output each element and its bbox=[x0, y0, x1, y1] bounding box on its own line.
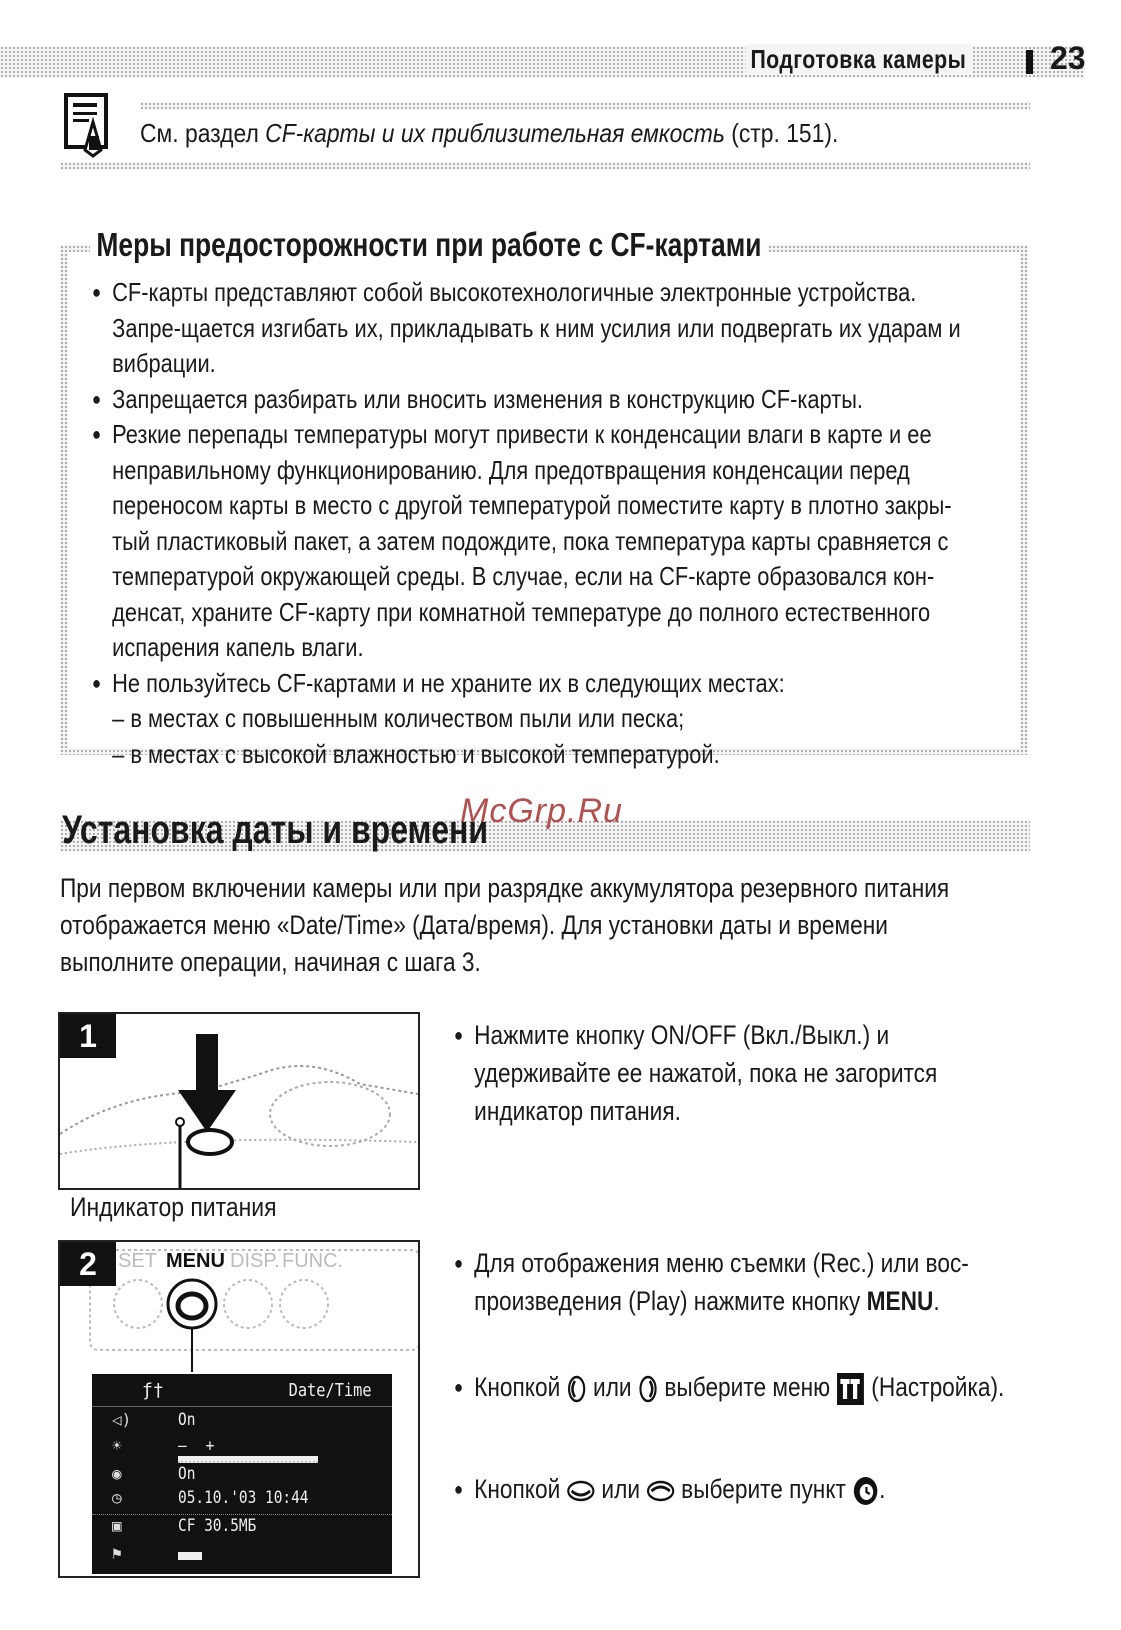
lcd-menu-screen bbox=[92, 1374, 392, 1574]
header-separator bbox=[1026, 50, 1033, 74]
section-title: Установка даты и времени bbox=[62, 808, 489, 852]
lcd-menu-row bbox=[92, 1434, 392, 1462]
set-button-label: SET bbox=[118, 1250, 157, 1272]
language-icon: ⚑ bbox=[112, 1544, 122, 1563]
speaker-icon: ◁) bbox=[112, 1410, 132, 1429]
caution-item: ● Запрещается разбирать или вносить изменения в конструкцию CF-карты. bbox=[92, 382, 982, 418]
caution-item: ● CF-карты представляют собой высокотехнологичные электронные устройства. Запре-щается изгибать их, прикладывать к ним усилия или подвергать их ударам и вибрации. bbox=[92, 275, 982, 382]
menu-button-label: MENU bbox=[166, 1250, 225, 1272]
caution-title: Меры предосторожности при работе с CF-картами bbox=[90, 226, 768, 264]
caution-item: ● Резкие перепады температуры могут привести к конденсации влаги в карте и ее неправильному функционированию. Для предотвращения конденсации перед переносом карты в место с другой температурой поместите карту в плотно закры-тый пластиковый пакет, а затем подождите, пока температура карты сравняется с температурой окружающей среды. В случае, если на CF-карте образовался кон-денсат, храните CF-карту при комнатной температуре до полного естественного испарения капель влаги. bbox=[92, 417, 982, 666]
watermark: McGrp.Ru bbox=[460, 792, 623, 830]
lcd-menu-row bbox=[92, 1408, 392, 1436]
intro-paragraph: При первом включении камеры или при разрядке аккумулятора резервного питания отображается меню «Date/Time» (Дата/время). Для установки даты и времени выполните операции, начиная с шага 3. bbox=[60, 873, 950, 977]
step1-number: 1 bbox=[60, 1014, 116, 1058]
step2-figure bbox=[58, 1240, 420, 1578]
menu-button-reference: MENU bbox=[866, 1286, 934, 1316]
left-arrow-button-icon bbox=[567, 1375, 587, 1403]
up-arrow-button-icon bbox=[646, 1479, 675, 1503]
step2-instruction-select-menu: ● Кнопкой или выберите меню (Настройка). bbox=[454, 1368, 1037, 1406]
caution-subitem: – в местах с высокой влажностью и высокой температурой. bbox=[112, 738, 720, 769]
step2-instruction-menu: ● Для отображения меню съемки (Rec.) или вос-произведения (Play) нажмите кнопку MENU. bbox=[454, 1244, 1037, 1320]
running-header-title: Подготовка камеры bbox=[745, 44, 971, 75]
disp-button-label: DISP. bbox=[230, 1250, 280, 1272]
lcd-row-value: On bbox=[178, 1410, 196, 1430]
step2-instruction-select-item: ● Кнопкой или выберите пункт . bbox=[454, 1470, 1037, 1508]
lcd-tab-row bbox=[92, 1374, 392, 1407]
lcd-row-value: CF 30.5МБ bbox=[178, 1516, 257, 1536]
lcd-scroll-indicator bbox=[178, 1552, 202, 1560]
setup-menu-icon bbox=[836, 1372, 865, 1406]
page-number: 23 bbox=[1050, 40, 1086, 76]
note-icon bbox=[63, 92, 115, 158]
note-link: CF-карты и их приблизительная емкость bbox=[265, 118, 725, 148]
lcd-row-value: 05.10.'03 10:44 bbox=[178, 1488, 309, 1508]
func-button-label: FUNC. bbox=[282, 1250, 344, 1272]
lcd-menu-title: Date/Time bbox=[289, 1380, 372, 1401]
step1-instruction: ● Нажмите кнопку ON/OFF (Вкл./Выкл.) и удерживайте ее нажатой, пока не загорится индикатор питания. bbox=[454, 1016, 1012, 1130]
setup-tab-icon: ƒ† bbox=[142, 1380, 164, 1401]
lcd-menu-row bbox=[92, 1542, 392, 1570]
caution-item: ● Не пользуйтесь CF-картами и не храните их в следующих местах: bbox=[92, 666, 982, 702]
format-icon: ▣ bbox=[112, 1516, 122, 1535]
step2-number: 2 bbox=[60, 1242, 116, 1286]
note-rule-top bbox=[140, 102, 1030, 110]
brightness-icon: ☀ bbox=[112, 1436, 122, 1455]
lcd-row-value: On bbox=[178, 1464, 196, 1484]
lcd-menu-row-selected bbox=[92, 1486, 392, 1515]
step1-figure bbox=[58, 1012, 420, 1190]
note-text: См. раздел CF-карты и их приблизительная емкость (стр. 151). bbox=[140, 118, 839, 148]
lcd-row-value: – + bbox=[178, 1436, 220, 1456]
down-arrow-button-icon bbox=[567, 1479, 596, 1503]
lcd-menu-row bbox=[92, 1514, 392, 1542]
caution-subitem: – в местах с повышенным количеством пыли или песка; bbox=[112, 703, 685, 733]
caution-list bbox=[92, 275, 982, 772]
clock-icon: ◷ bbox=[112, 1488, 122, 1507]
power-indicator-caption: Индикатор питания bbox=[70, 1192, 277, 1222]
power-save-icon: ◉ bbox=[112, 1464, 122, 1483]
date-time-icon bbox=[852, 1475, 879, 1507]
note-rule-bottom bbox=[60, 162, 1030, 170]
right-arrow-button-icon bbox=[638, 1375, 658, 1403]
